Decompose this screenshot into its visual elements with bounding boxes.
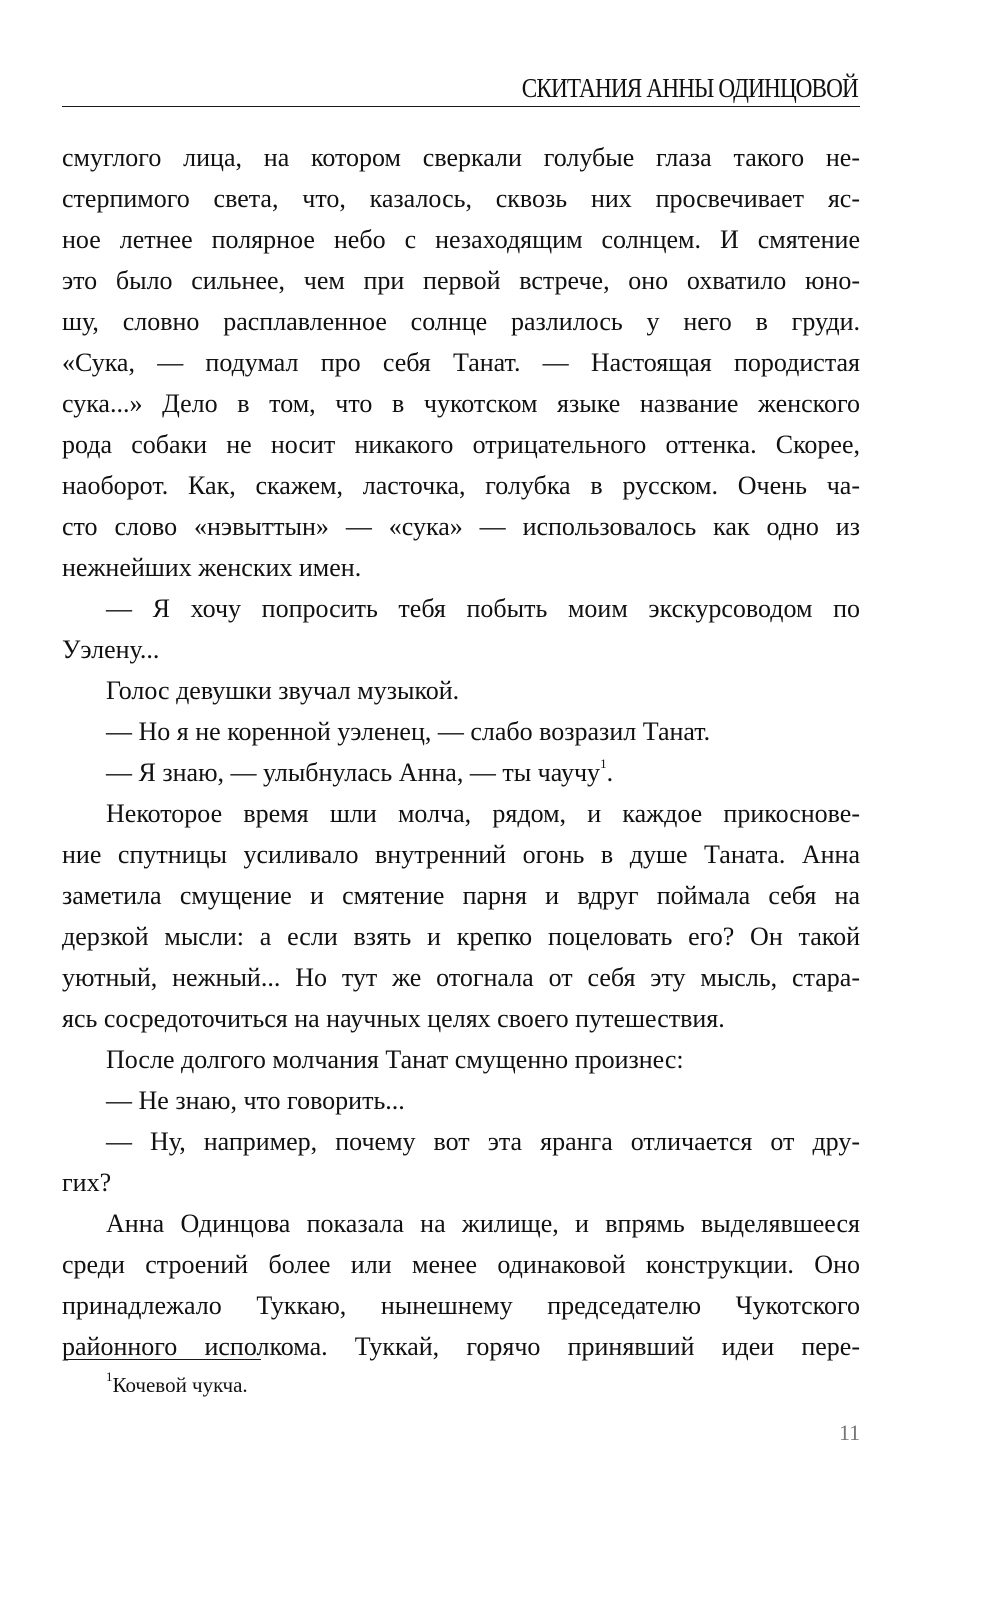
- text-line: нежнейших женских имен.: [62, 553, 362, 582]
- text-line: дерзкой мысли: а если взять и крепко поцеловать его? Он такой: [62, 922, 860, 951]
- page-number: 11: [839, 1420, 861, 1445]
- text-line: — Но я не коренной уэленец, — слабо возразил Танат.: [106, 717, 711, 746]
- text-line: — Не знаю, что говорить...: [106, 1086, 405, 1115]
- text-line-with-footnote: [62, 752, 860, 793]
- text-line-trail: .: [606, 758, 614, 787]
- text-line: уютный, нежный... Но тут же отогнала от себя эту мысль, стара-: [62, 963, 860, 992]
- footnote-divider: [65, 1359, 261, 1360]
- text-line: — Я хочу попросить тебя побыть моим экскурсоводом по: [106, 594, 860, 623]
- text-line: Уэлену...: [62, 635, 160, 664]
- text-line: среди строений более или менее одинаковой конструкции. Оно: [62, 1250, 860, 1279]
- text-line: сто слово «нэвыттын» — «сука» — использовалось как одно из: [62, 512, 860, 541]
- text-line: «Сука, — подумал про себя Танат. — Настоящая породистая: [62, 348, 860, 377]
- text-line: это было сильнее, чем при первой встрече, оно охватило юно-: [62, 266, 860, 295]
- body-text: [62, 137, 860, 1367]
- text-line: заметила смущение и смятение парня и вдруг поймала себя на: [62, 881, 860, 910]
- text-line: ясь сосредоточиться на научных целях своего путешествия.: [62, 1004, 725, 1033]
- text-line: смуглого лица, на котором сверкали голубые глаза такого не-: [62, 143, 860, 172]
- text-line: — Ну, например, почему вот эта яранга отличается от дру-: [106, 1127, 860, 1156]
- text-line: Голос девушки звучал музыкой.: [106, 676, 460, 705]
- footnote-reference: 1: [600, 756, 607, 772]
- running-title: СКИТАНИЯ АННЫ ОДИНЦОВОЙ: [521, 73, 858, 103]
- text-line: Некоторое время шли молча, рядом, и каждое прикоснове-: [106, 799, 860, 828]
- text-line-content: — Я знаю, — улыбнулась Анна, — ты чаучу: [106, 758, 601, 787]
- text-line: После долгого молчания Танат смущенно произнес:: [106, 1045, 684, 1074]
- text-line: шу, словно расплавленное солнце разлилось у него в груди.: [62, 307, 860, 336]
- text-line: Анна Одинцова показала на жилище, и впрямь выделявшееся: [106, 1209, 860, 1238]
- footnote: [106, 1369, 248, 1398]
- text-line: районного исполкома. Туккай, горячо принявший идеи пере-: [62, 1332, 860, 1361]
- text-line: ное летнее полярное небо с незаходящим солнцем. И смятение: [62, 225, 860, 254]
- text-line: рода собаки не носит никакого отрицательного оттенка. Скорее,: [62, 430, 860, 459]
- text-line: стерпимого света, что, казалось, сквозь них просвечивает яс-: [62, 184, 860, 213]
- footnote-marker: 1: [106, 1369, 113, 1384]
- text-line: сука...» Дело в том, что в чукотском языке название женского: [62, 389, 860, 418]
- text-line: принадлежало Туккаю, нынешнему председателю Чукотского: [62, 1291, 860, 1320]
- footnote-text: Кочевой чукча.: [112, 1373, 248, 1397]
- running-header: [62, 72, 860, 107]
- text-line: гих?: [62, 1168, 112, 1197]
- text-line: ние спутницы усиливало внутренний огонь в душе Таната. Анна: [62, 840, 860, 869]
- text-line: наоборот. Как, скажем, ласточка, голубка в русском. Очень ча-: [62, 471, 860, 500]
